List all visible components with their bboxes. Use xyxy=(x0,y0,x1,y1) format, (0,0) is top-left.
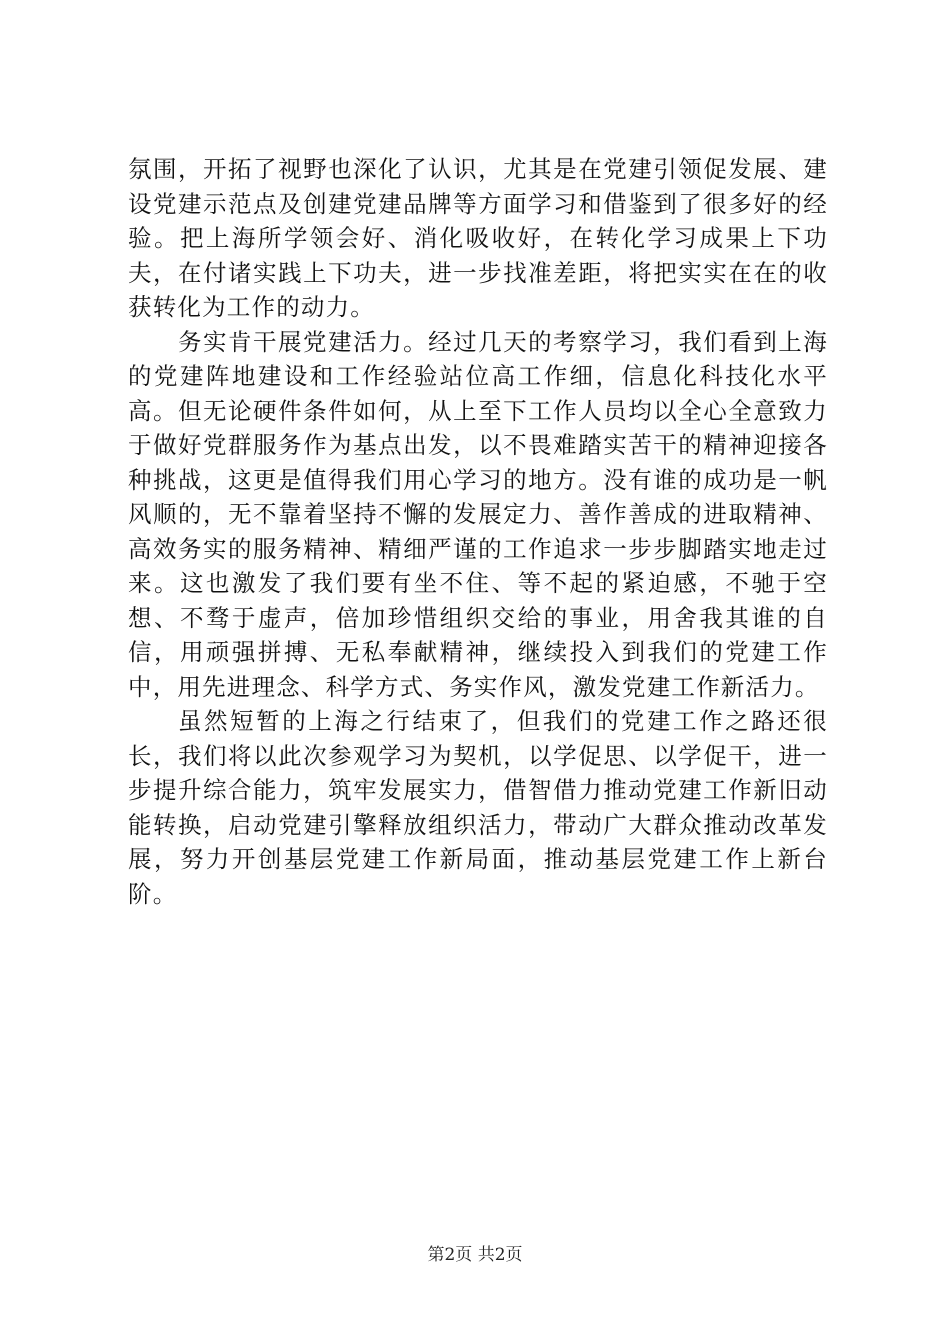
paragraph-practical-work: 务实肯干展党建活力。经过几天的考察学习，我们看到上海的党建阵地建设和工作经验站位高工作细，信息化科技化水平高。但无论硬件条件如何，从上至下工作人员均以全心全意致力于做好党群服务作为基点出发，以不畏难踏实苦干的精神迎接各种挑战，这更是值得我们用心学习的地方。没有谁的成功是一帆风顺的，无不靠着坚持不懈的发展定力、善作善成的进取精神、高效务实的服务精神、精细严谨的工作追求一步步脚踏实地走过来。这也激发了我们要有坐不住、等不起的紧迫感，不驰于空想、不骛于虚声，倍加珍惜组织交给的事业，用舍我其谁的自信，用顽强拼搏、无私奉献精神，继续投入到我们的党建工作中，用先进理念、科学方式、务实作风，激发党建工作新活力。 xyxy=(128,327,828,701)
document-body xyxy=(128,152,828,911)
paragraph-conclusion: 虽然短暂的上海之行结束了，但我们的党建工作之路还很长，我们将以此次参观学习为契机，以学促思、以学促干，进一步提升综合能力，筑牢发展实力，借智借力推动党建工作新旧动能转换，启动党建引擎释放组织活力，带动广大群众推动改革发展，努力开创基层党建工作新局面，推动基层党建工作上新台阶。 xyxy=(128,707,828,908)
page-number-footer: 第2页 共2页 xyxy=(427,1245,523,1265)
paragraph-continuation: 氛围，开拓了视野也深化了认识，尤其是在党建引领促发展、建设党建示范点及创建党建品牌等方面学习和借鉴到了很多好的经验。把上海所学领会好、消化吸收好，在转化学习成果上下功夫，在付诸实践上下功夫，进一步找准差距，将把实实在在的收获转化为工作的动力。 xyxy=(128,155,828,321)
